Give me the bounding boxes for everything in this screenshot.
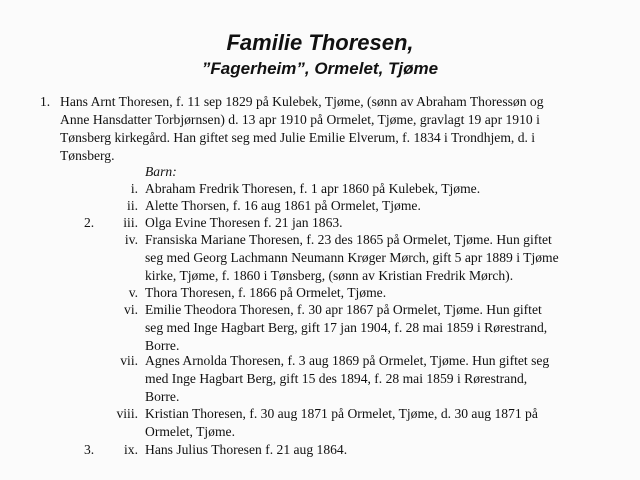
children-label: Barn: [145,164,177,179]
child-text: Alette Thorsen, f. 16 aug 1861 på Ormelet, Tjøme. [145,198,421,213]
child-text: Kristian Thoresen, f. 30 aug 1871 på Ormelet, Tjøme, d. 30 aug 1871 på Ormelet, Tjøme. [145,406,538,439]
child-row [0,197,640,215]
child-text: Abraham Fredrik Thoresen, f. 1 apr 1860 på Kulebek, Tjøme. [145,181,481,196]
child-roman-numeral: vii. [120,353,138,368]
child-text: Agnes Arnolda Thoresen, f. 3 aug 1869 på Ormelet, Tjøme. Hun giftet seg med Inge Hagbart Berg, gift 15 des 1894, f. 28 mai 1859 i Rørestrand, Borre. [145,353,550,404]
child-row [0,405,640,441]
child-roman-numeral: ix. [124,442,138,457]
child-roman-numeral: vi. [124,302,138,317]
child-text: Olga Evine Thoresen f. 21 jan 1863. [145,215,343,230]
child-row [0,301,640,355]
document-title: Familie Thoresen, [226,30,414,55]
child-text: Emilie Theodora Thoresen, f. 30 apr 1867 på Ormelet, Tjøme. Hun giftet seg med Inge Hagbart Berg, gift 17 jan 1904, f. 28 mai 1859 i Rørestrand, Borre. [145,302,548,353]
entry-text: Hans Arnt Thoresen, f. 11 sep 1829 på Kulebek, Tjøme, (sønn av Abraham Thoressøn og Anne Hansdatter Torbjørnsen) d. 13 apr 1910 på Ormelet, Tjøme, gravlagt 19 apr 1910 i Tønsberg kirkegård. Han giftet seg med Julie Emilie Elverum, f. 1834 i Trondhjem, d. i Tønsberg. [60,94,544,163]
child-roman-numeral: ii. [127,198,138,213]
child-roman-numeral: viii. [116,406,138,421]
child-text: Fransiska Mariane Thoresen, f. 23 des 1865 på Ormelet, Tjøme. Hun giftet seg med Georg Lachmann Neumann Krøger Mørch, gift 5 apr 1889 i Tjøme kirke, Tjøme, f. 1860 i Tønsberg, (sønn av Kristian Fredrik Mørch). [145,232,559,283]
child-row [0,352,640,406]
child-row [0,231,640,285]
entry-number: 1. [40,94,51,109]
child-row [0,180,640,198]
child-row [0,284,640,302]
child-generation-number: 3. [84,442,95,457]
child-roman-numeral: iii. [123,215,138,230]
genealogy-entry [40,93,600,165]
document-subtitle: ”Fagerheim”, Ormelet, Tjøme [201,59,439,78]
child-row [0,441,640,459]
child-generation-number: 2. [84,215,95,230]
child-row [0,214,640,232]
child-text: Thora Thoresen, f. 1866 på Ormelet, Tjøme. [145,285,387,300]
child-text: Hans Julius Thoresen f. 21 aug 1864. [145,442,348,457]
child-roman-numeral: iv. [124,232,138,247]
child-roman-numeral: v. [128,285,138,300]
child-roman-numeral: i. [130,181,138,196]
